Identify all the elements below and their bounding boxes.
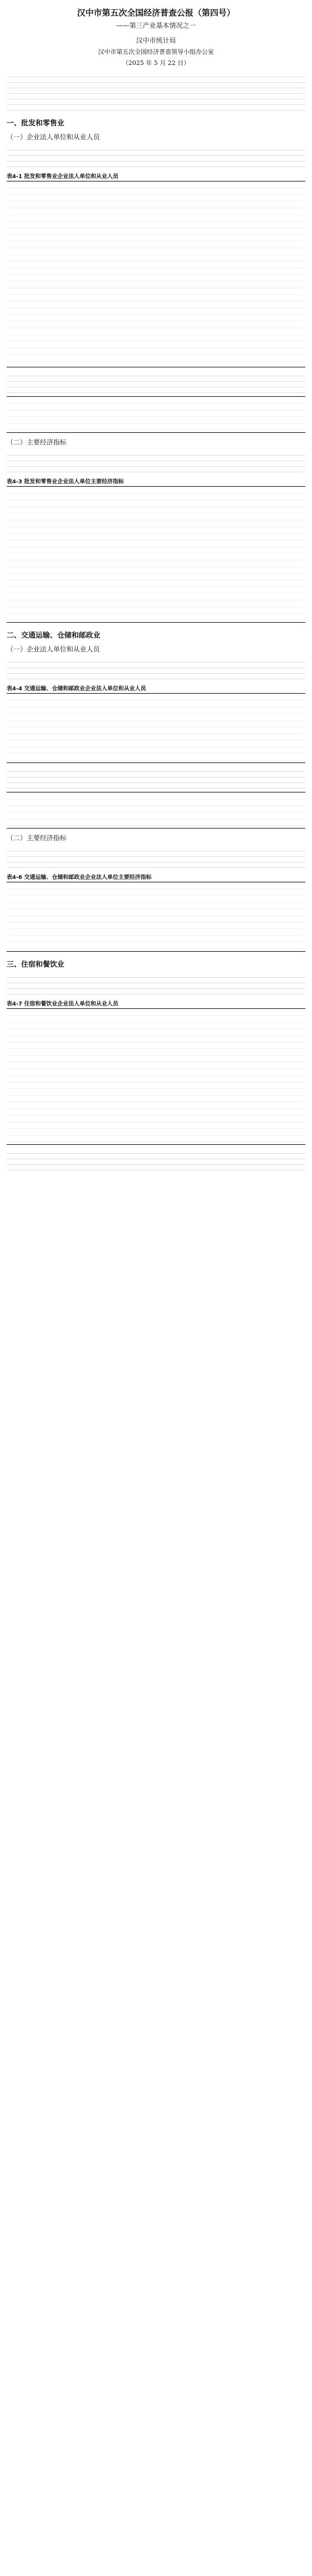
body-paragraph [7, 657, 305, 679]
body-paragraph [7, 846, 305, 868]
body-paragraph [7, 371, 305, 393]
intro-paragraph [7, 72, 305, 110]
subsection-heading: （一）企业法人单位和从业人员 [7, 133, 100, 141]
data-table [7, 1008, 305, 1145]
table-caption: 表4-3 批发和零售业企业法人单位主要经济指标 [7, 479, 124, 485]
body-paragraph [7, 450, 305, 472]
body-paragraph [7, 766, 305, 789]
table-caption: 表4-6 交通运输、仓储和邮政业企业法人单位主要经济指标 [7, 875, 152, 881]
body-paragraph [7, 1148, 305, 1170]
subsection-heading: （一）企业法人单位和从业人员 [7, 645, 100, 653]
section-heading: 三、住宿和餐饮业 [7, 961, 65, 969]
data-table [7, 792, 305, 829]
data-table [7, 882, 305, 952]
bulletin-subtitle: ——第三产业基本情况之一 [116, 22, 196, 29]
issuer-office: 汉中市第五次全国经济普查领导小组办公室 [98, 48, 214, 55]
section-heading: 二、交通运输、仓储和邮政业 [7, 632, 101, 640]
issue-date: （2025 年 5 月 22 日） [122, 59, 190, 67]
table-caption: 表4-1 批发和零售业企业法人单位和从业人员 [7, 174, 119, 180]
bulletin-title: 汉中市第五次全国经济普查公报（第四号） [76, 8, 235, 18]
subsection-heading: （二）主要经济指标 [7, 438, 67, 446]
data-table [7, 396, 305, 433]
data-table [7, 693, 305, 763]
table-caption: 表4-7 住宿和餐饮业企业法人单位和从业人员 [7, 1001, 119, 1007]
data-table [7, 486, 305, 623]
body-paragraph [7, 145, 305, 167]
table-caption: 表4-4 交通运输、仓储和邮政业企业法人单位和从业人员 [7, 686, 146, 692]
subsection-heading: （二）主要经济指标 [7, 834, 67, 842]
data-table [7, 181, 305, 367]
section-heading: 一、批发和零售业 [7, 119, 65, 128]
issuer: 汉中市统计局 [136, 37, 176, 44]
bulletin-page [0, 0, 312, 1187]
body-paragraph [7, 972, 305, 994]
